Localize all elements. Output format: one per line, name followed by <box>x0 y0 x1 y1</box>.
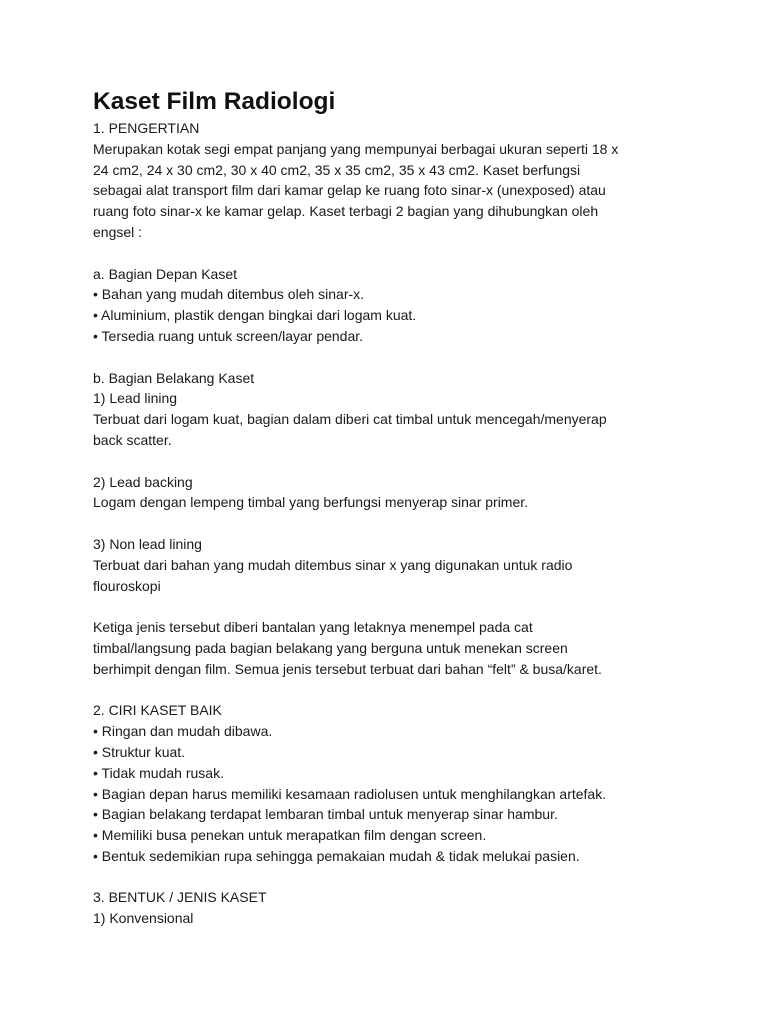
text-line: • Bagian belakang terdapat lembaran timbal untuk menyerap sinar hambur. <box>93 806 558 823</box>
text-line: 2. CIRI KASET BAIK <box>93 702 222 719</box>
text-line: 3) Non lead lining <box>93 535 202 552</box>
text-line: • Tidak mudah rusak. <box>93 764 224 781</box>
text-line: a. Bagian Depan Kaset <box>93 265 237 282</box>
paragraph-spacer <box>93 680 693 701</box>
text-line: 24 cm2, 24 x 30 cm2, 30 x 40 cm2, 35 x 35 cm2, 35 x 43 cm2. Kaset berfungsi <box>93 161 581 178</box>
text-line: engsel : <box>93 223 143 240</box>
text-line: Ketiga jenis tersebut diberi bantalan yang letaknya menempel pada cat <box>93 619 533 636</box>
text-line: • Bagian depan harus memiliki kesamaan radiolusen untuk menghilangkan artefak. <box>93 785 607 802</box>
text-line: 3. BENTUK / JENIS KASET <box>93 889 267 906</box>
text-line: 2) Lead backing <box>93 473 193 490</box>
text-line: berhimpit dengan film. Semua jenis tersebut terbuat dari bahan “felt” & busa/karet. <box>93 660 602 677</box>
document-title: Kaset Film Radiologi <box>93 88 336 115</box>
text-line: Logam dengan lempeng timbal yang berfungsi menyerap sinar primer. <box>93 494 529 511</box>
paragraph-spacer <box>93 596 693 617</box>
text-line: • Bahan yang mudah ditembus oleh sinar-x. <box>93 286 365 303</box>
text-line: ruang foto sinar-x ke kamar gelap. Kaset terbagi 2 bagian yang dihubungkan oleh <box>93 203 599 220</box>
text-line: Terbuat dari bahan yang mudah ditembus sinar x yang digunakan untuk radio <box>93 556 573 573</box>
text-line: 1. PENGERTIAN <box>93 120 200 136</box>
document-text <box>93 118 693 929</box>
text-line: • Bentuk sedemikian rupa sehingga pemakaian mudah & tidak melukai pasien. <box>93 847 580 864</box>
paragraph-spacer <box>93 451 693 472</box>
text-line: • Ringan dan mudah dibawa. <box>93 723 273 740</box>
text-line: • Struktur kuat. <box>93 743 186 760</box>
paragraph-spacer <box>93 347 693 368</box>
text-line: 1) Lead lining <box>93 390 178 407</box>
text-line: sebagai alat transport film dari kamar gelap ke ruang foto sinar-x (unexposed) atau <box>93 182 606 199</box>
text-line: • Aluminium, plastik dengan bingkai dari logam kuat. <box>93 307 417 324</box>
text-line: Merupakan kotak segi empat panjang yang mempunyai berbagai ukuran seperti 18 x <box>93 140 619 157</box>
paragraph-spacer <box>93 513 693 534</box>
text-line: • Memiliki busa penekan untuk merapatkan film dengan screen. <box>93 827 487 844</box>
document-body <box>93 86 693 929</box>
text-line: back scatter. <box>93 431 172 448</box>
paragraph-spacer <box>93 243 693 264</box>
text-line: timbal/langsung pada bagian belakang yang berguna untuk menekan screen <box>93 639 568 656</box>
text-line: b. Bagian Belakang Kaset <box>93 369 255 386</box>
paragraph-spacer <box>93 867 693 888</box>
text-line: flouroskopi <box>93 577 161 594</box>
text-line: 1) Konvensional <box>93 910 194 927</box>
text-line: • Tersedia ruang untuk screen/layar pendar. <box>93 327 364 344</box>
text-line: Terbuat dari logam kuat, bagian dalam diberi cat timbal untuk mencegah/menyerap <box>93 411 607 428</box>
